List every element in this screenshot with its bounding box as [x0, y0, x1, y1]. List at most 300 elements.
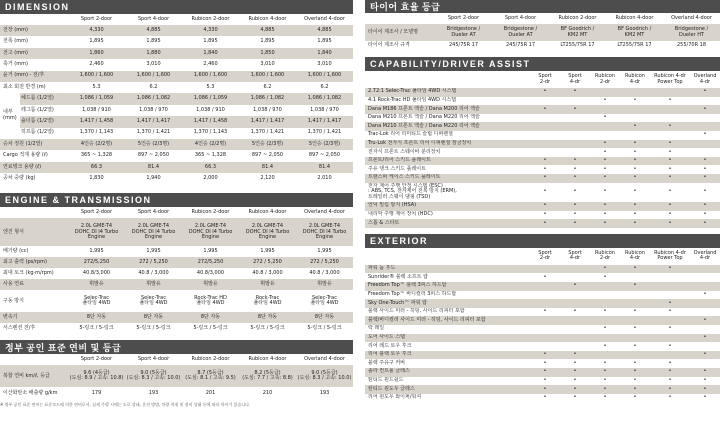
column-header: Rubicon 2-door	[191, 209, 230, 216]
table-cell: 5-링크 / 5-링크	[125, 323, 182, 334]
table-cell: 2.0L GME-T4 DOHC DI I4 Turbo Engine	[68, 218, 125, 246]
empty-cell	[650, 291, 690, 300]
table-cell: 1,895	[296, 36, 353, 47]
table-cell: 9.0 (5등급) (도심: 8.3 / 고속: 10.0)	[296, 365, 353, 387]
row-label: 윤거 (mm) - 전/후	[0, 71, 68, 82]
bullet-mark: •	[560, 308, 590, 317]
bullet-mark: •	[530, 88, 560, 97]
bullet-mark: •	[690, 334, 720, 343]
table-row	[365, 165, 720, 174]
table-cell: 휘발유	[182, 279, 239, 290]
bullet-mark: •	[650, 211, 690, 220]
row-label: 파워 돔 후드	[365, 265, 530, 274]
bullet-mark: •	[590, 148, 620, 157]
empty-cell	[560, 299, 590, 308]
bullet-mark: •	[590, 359, 620, 368]
empty-cell	[590, 131, 620, 140]
column-header: Rubicon 4-door	[248, 356, 287, 363]
empty-cell	[590, 122, 620, 131]
bullet-mark: •	[530, 385, 560, 394]
table-cell: 1,086 / 1,082	[296, 93, 353, 104]
empty-cell	[530, 114, 560, 123]
empty-cell	[650, 105, 690, 114]
empty-cell	[560, 316, 590, 325]
bullet-mark: •	[560, 351, 590, 360]
column-header: Sport 2-door	[80, 356, 113, 363]
empty-cell	[530, 97, 560, 106]
table-row	[365, 174, 720, 183]
dimension-header	[0, 0, 353, 14]
bullet-mark: •	[690, 377, 720, 386]
bullet-mark: •	[650, 377, 690, 386]
row-label: 최고 출력 (ps/rpm)	[0, 257, 68, 268]
table-row	[365, 377, 720, 386]
row-label: 복합 연비 km/ℓ, 등급	[0, 365, 68, 387]
capability-header	[365, 57, 720, 71]
table-cell: 1,840	[182, 48, 239, 59]
table-row	[365, 368, 720, 377]
table-cell: 1,995	[182, 246, 239, 257]
empty-cell	[560, 325, 590, 334]
table-cell: 1,940	[125, 173, 182, 184]
row-label: 전폭 (mm)	[0, 36, 68, 47]
row-label: 전장 (mm)	[0, 25, 68, 36]
table-row	[0, 268, 353, 279]
table-cell: 3,010	[125, 59, 182, 70]
empty-cell	[650, 334, 690, 343]
table-row	[0, 139, 353, 150]
column-header: Sport 4-door	[137, 209, 170, 216]
empty-cell	[590, 105, 620, 114]
bullet-mark: •	[590, 165, 620, 174]
table-cell: 8.7 (5등급) (도심: 8.1 / 고속: 9.5)	[182, 365, 239, 387]
table-cell: 8단 자동	[182, 312, 239, 323]
table-cell: 1,370 / 1,143	[68, 128, 125, 139]
bullet-mark: •	[530, 183, 560, 203]
table-row	[0, 59, 353, 70]
bullet-mark: •	[620, 140, 650, 149]
table-cell: 1,600 / 1,600	[125, 71, 182, 82]
row-label: 리어 블랙 토우 후크	[365, 351, 530, 360]
table-cell: 4인승 (2/2명)	[68, 139, 125, 150]
row-label: 틴티드 윈드쉴드	[365, 377, 530, 386]
bullet-mark: •	[650, 219, 690, 228]
table-cell: 5.3	[182, 82, 239, 93]
table-cell: 245/75R 17	[492, 41, 549, 51]
bullet-mark: •	[530, 211, 560, 220]
bullet-mark: •	[590, 114, 620, 123]
empty-cell	[530, 140, 560, 149]
table-cell: 81.4	[239, 162, 296, 173]
table-cell: 4,885	[125, 25, 182, 36]
empty-cell	[690, 308, 720, 317]
row-label: Dana M210 프론트 액슬 / Dana M220 리어 액슬	[365, 114, 530, 123]
bullet-mark: •	[560, 183, 590, 203]
table-cell: Selec-Trac 풀타임 4WD	[68, 290, 125, 312]
empty-cell	[690, 325, 720, 334]
column-header: Sport 4-door	[137, 15, 170, 22]
table-row	[365, 183, 720, 203]
table-row	[365, 140, 720, 149]
bullet-mark: •	[620, 282, 650, 291]
row-label: 축거 (mm)	[0, 59, 68, 70]
bullet-mark: •	[620, 359, 650, 368]
bullet-mark: •	[560, 385, 590, 394]
bullet-mark: •	[590, 308, 620, 317]
column-header: Sport 2-dr	[538, 72, 552, 85]
table-cell: Selec-Trac 풀타임 4WD	[296, 290, 353, 312]
table-cell: 8단 자동	[239, 312, 296, 323]
row-sublabel: 레그룸 (1/2열)	[20, 105, 68, 116]
table-row	[365, 351, 720, 360]
bullet-mark: •	[620, 211, 650, 220]
table-cell: 1,600 / 1,600	[68, 71, 125, 82]
table-cell: 1,600 / 1,600	[296, 71, 353, 82]
table-cell: 81.4	[125, 162, 182, 173]
table-cell: 8단 자동	[296, 312, 353, 323]
table-cell: 1,038 / 970	[239, 105, 296, 116]
table-cell: 2.0L GME-T4 DOHC DI I4 Turbo Engine	[182, 218, 239, 246]
empty-cell	[530, 342, 560, 351]
table-cell: 272 / 5,250	[296, 257, 353, 268]
table-row	[365, 325, 720, 334]
exterior-table	[365, 248, 720, 403]
table-cell: 1,995	[239, 246, 296, 257]
dimension-title: DIMENSION	[5, 2, 70, 12]
bullet-mark: •	[530, 308, 560, 317]
empty-cell	[530, 299, 560, 308]
bullet-mark: •	[650, 308, 690, 317]
bullet-mark: •	[560, 165, 590, 174]
table-row	[0, 82, 353, 93]
table-row	[365, 394, 720, 403]
row-label: 변속기	[0, 312, 68, 323]
row-label: 리어 레드 토우 후크	[365, 342, 530, 351]
table-row	[0, 387, 353, 399]
bullet-mark: •	[690, 394, 720, 403]
empty-cell	[690, 299, 720, 308]
table-cell: 897 ~ 2,050	[296, 150, 353, 161]
row-label: 최대 토크 (kg·m/rpm)	[0, 268, 68, 279]
table-cell: 5.3	[68, 82, 125, 93]
bullet-mark: •	[560, 105, 590, 114]
empty-cell	[590, 88, 620, 97]
table-cell: 4,330	[182, 25, 239, 36]
table-row	[365, 24, 720, 41]
bullet-mark: •	[560, 202, 590, 211]
table-row	[365, 148, 720, 157]
table-cell: 1,880	[125, 48, 182, 59]
row-label: 전자 제어 주행 안정 시스템 (ESC) : ABS, TCS, 전자제어 전복 방지 (ERM), 트레일러 스웨이 댐핑 (TSD)	[365, 183, 530, 203]
table-cell: 1,600 / 1,600	[182, 71, 239, 82]
bullet-mark: •	[530, 219, 560, 228]
row-label: 트랜스퍼 케이스 스키드 플레이트	[365, 174, 530, 183]
row-label: Dana M186 프론트 액슬 / Dana M200 리어 액슬	[365, 105, 530, 114]
bullet-mark: •	[620, 394, 650, 403]
table-cell: 2.0L GME-T4 DOHC DI I4 Turbo Engine	[239, 218, 296, 246]
fuel-note: ※ 정부 공인 표준 연비는 표준모드에 의한 연비로서, 실제 주행 시에는 도로 상태, 운전 방법, 차량 적재 및 정비 상태 등에 따라 차이가 있습니다.	[0, 402, 251, 408]
table-cell: 272 / 5,250	[239, 257, 296, 268]
column-header: Rubicon 4-dr	[625, 72, 645, 85]
table-row	[365, 88, 720, 97]
bullet-mark: •	[530, 105, 560, 114]
column-header: Sport 2-dr	[538, 249, 552, 262]
bullet-mark: •	[560, 377, 590, 386]
table-cell: 40.8/3,000	[182, 268, 239, 279]
table-cell: Rock-Trac HD 풀타임 4WD	[182, 290, 239, 312]
table-row	[365, 308, 720, 317]
row-label: Sunrider® 블랙 소프트 탑	[365, 273, 530, 282]
table-row	[0, 246, 353, 257]
table-cell: 1,086 / 1,059	[182, 93, 239, 104]
bullet-mark: •	[590, 174, 620, 183]
bullet-mark: •	[530, 202, 560, 211]
table-cell: BF Goodrich / KM2 MT	[549, 24, 606, 41]
row-label: 서스펜션 전/후	[0, 323, 68, 334]
bullet-mark: •	[620, 165, 650, 174]
table-cell: 1,086 / 1,082	[125, 93, 182, 104]
tire-title: 타이어 효율 등급	[370, 2, 441, 12]
empty-cell	[590, 282, 620, 291]
bullet-mark: •	[560, 174, 590, 183]
bullet-mark: •	[590, 157, 620, 166]
table-cell: 5-링크 / 5-링크	[68, 323, 125, 334]
empty-cell	[560, 273, 590, 282]
column-header: Rubicon 2-dr	[595, 249, 615, 262]
bullet-mark: •	[560, 219, 590, 228]
table-cell: 1,895	[182, 36, 239, 47]
bullet-mark: •	[620, 368, 650, 377]
row-label: 전고 (mm)	[0, 48, 68, 59]
empty-cell	[530, 291, 560, 300]
empty-cell	[620, 105, 650, 114]
table-cell: Bridgestone / Dueler HT	[663, 24, 720, 41]
empty-cell	[620, 131, 650, 140]
bullet-mark: •	[590, 385, 620, 394]
table-cell: LT255/75R 17	[606, 41, 663, 51]
empty-cell	[530, 122, 560, 131]
table-row	[365, 122, 720, 131]
bullet-mark: •	[690, 157, 720, 166]
bullet-mark: •	[650, 97, 690, 106]
column-header: Overland 4-dr	[693, 72, 717, 85]
empty-cell	[560, 122, 590, 131]
row-label: 락 레일	[365, 325, 530, 334]
engine-header	[0, 193, 353, 207]
bullet-mark: •	[690, 385, 720, 394]
table-cell: 8단 자동	[125, 312, 182, 323]
row-label: 언덕 밀림 방지 (HSA)	[365, 202, 530, 211]
table-cell: 2,000	[182, 173, 239, 184]
table-cell: 3,010	[239, 59, 296, 70]
table-row	[0, 218, 353, 246]
bullet-mark: •	[620, 148, 650, 157]
row-label: 내리막 주행 제어 장치 (HDC)	[365, 211, 530, 220]
table-row	[0, 25, 353, 36]
column-header: Overland 4-door	[304, 356, 345, 363]
column-header: Sport 2-door	[80, 209, 113, 216]
empty-cell	[650, 282, 690, 291]
table-row	[365, 342, 720, 351]
bullet-mark: •	[690, 211, 720, 220]
table-row	[0, 162, 353, 173]
table-cell: 휘발유	[239, 279, 296, 290]
table-cell: 1,417 / 1,417	[239, 116, 296, 127]
row-label: 엔진 형식	[0, 218, 68, 246]
bullet-mark: •	[690, 351, 720, 360]
table-row	[0, 323, 353, 334]
bullet-mark: •	[590, 377, 620, 386]
row-label: 연료탱크 용량 (ℓ)	[0, 162, 68, 173]
bullet-mark: •	[560, 394, 590, 403]
table-cell: 1,038 / 910	[182, 105, 239, 116]
bullet-mark: •	[650, 368, 690, 377]
table-row	[0, 150, 353, 161]
column-header: Rubicon 2-door	[558, 14, 597, 21]
table-row	[365, 211, 720, 220]
bullet-mark: •	[650, 265, 690, 274]
dimension-table	[0, 14, 353, 184]
bullet-mark: •	[690, 183, 720, 203]
header-blank-cell	[365, 71, 530, 88]
table-cell: 1,860	[68, 48, 125, 59]
empty-cell	[590, 351, 620, 360]
bullet-mark: •	[620, 97, 650, 106]
table-cell: 2.0L GME-T4 DOHC DI I4 Turbo Engine	[125, 218, 182, 246]
table-cell: 365 ~ 1,328	[182, 150, 239, 161]
table-cell: 2,460	[182, 59, 239, 70]
bullet-mark: •	[620, 385, 650, 394]
empty-cell	[650, 88, 690, 97]
empty-cell	[560, 97, 590, 106]
bullet-mark: •	[560, 88, 590, 97]
table-cell: 5인승 (2/3명)	[296, 139, 353, 150]
row-label: 구동 방식	[0, 290, 68, 312]
table-cell: 6.2	[239, 82, 296, 93]
row-label: 프론트/리어 스키드 플레이트	[365, 157, 530, 166]
header-blank-cell	[0, 14, 68, 25]
bullet-mark: •	[650, 394, 690, 403]
table-cell: Bridgestone / Dueler AT	[435, 24, 492, 41]
bullet-mark: •	[620, 308, 650, 317]
bullet-mark: •	[650, 299, 690, 308]
empty-cell	[620, 291, 650, 300]
column-header: Sport 2-door	[447, 14, 480, 21]
column-header: Sport 4-dr	[568, 249, 582, 262]
row-label: 타이어 제조사 / 모델명	[365, 24, 435, 41]
table-row	[0, 257, 353, 268]
fuel-header	[0, 340, 353, 354]
empty-cell	[530, 316, 560, 325]
table-cell: 245/75R 17	[435, 41, 492, 51]
column-header: Rubicon 2-door	[191, 356, 230, 363]
table-cell: 5인승 (2/3명)	[239, 139, 296, 150]
column-header: Overland 4-door	[304, 209, 345, 216]
row-label: 솔라 컨트롤 글래스	[365, 368, 530, 377]
table-cell: 1,370 / 1,421	[239, 128, 296, 139]
table-cell: 8.2 (5등급) (도심: 7.7 / 고속: 8.8)	[239, 365, 296, 387]
table-cell: Selec-Trac 풀타임 4WD	[125, 290, 182, 312]
table-cell: 휘발유	[125, 279, 182, 290]
empty-cell	[650, 273, 690, 282]
header-blank-cell	[0, 354, 68, 365]
table-row	[0, 105, 353, 116]
table-cell: 2,010	[296, 173, 353, 184]
bullet-mark: •	[620, 265, 650, 274]
table-cell: 4,330	[68, 25, 125, 36]
bullet-mark: •	[650, 148, 690, 157]
table-cell: 40.8 / 3,000	[296, 268, 353, 279]
column-header: Sport 2-door	[80, 15, 113, 22]
row-label: Dana M210 프론트 액슬 / Dana M220 리어 액슬	[365, 122, 530, 131]
bullet-mark: •	[530, 157, 560, 166]
bullet-mark: •	[590, 202, 620, 211]
bullet-mark: •	[530, 359, 560, 368]
table-cell: 897 ~ 2,050	[239, 150, 296, 161]
row-label: 승차 정원 (1/2열)	[0, 139, 68, 150]
empty-cell	[690, 342, 720, 351]
table-cell: LT255/75R 17	[549, 41, 606, 51]
column-header: Rubicon 2-dr	[595, 72, 615, 85]
row-label: 2.72:1 Selec-Trac 풀타임 4WD 시스템	[365, 88, 530, 97]
row-sublabel: 히프룸 (1/2열)	[20, 128, 68, 139]
bullet-mark: •	[620, 325, 650, 334]
row-label: Sky One-Touch™ 파워 탑	[365, 299, 530, 308]
table-row	[0, 128, 353, 139]
row-label: 블랙 사이드 미러 - 히팅, 사이드 리피터 포함	[365, 308, 530, 317]
table-cell: 1,417 / 1,458	[182, 116, 239, 127]
row-label: Freedom Top™ 블랙 3피스 하드탑	[365, 282, 530, 291]
column-header: Sport 4-door	[137, 356, 170, 363]
table-row	[365, 97, 720, 106]
empty-cell	[560, 265, 590, 274]
column-header: Rubicon 4-dr Power Top	[654, 249, 686, 262]
empty-cell	[650, 351, 690, 360]
row-label: Cargo 적재 용량 (ℓ)	[0, 150, 68, 161]
bullet-mark: •	[620, 377, 650, 386]
bullet-mark: •	[690, 131, 720, 140]
table-cell: 9.0 (5등급) (도심: 8.3 / 고속: 10.0)	[125, 365, 182, 387]
bullet-mark: •	[690, 316, 720, 325]
table-cell: 193	[296, 387, 353, 399]
table-cell: 1,370 / 1,421	[296, 128, 353, 139]
table-cell: 5인승 (2/3명)	[125, 139, 182, 150]
table-cell: 1,895	[125, 36, 182, 47]
table-cell: 1,038 / 970	[296, 105, 353, 116]
table-cell: 1,086 / 1,082	[239, 93, 296, 104]
bullet-mark: •	[590, 140, 620, 149]
table-cell: 179	[68, 387, 125, 399]
table-cell: 1,850	[239, 48, 296, 59]
table-cell: 5-링크 / 5-링크	[239, 323, 296, 334]
bullet-mark: •	[650, 202, 690, 211]
bullet-mark: •	[620, 157, 650, 166]
empty-cell	[620, 316, 650, 325]
table-row	[365, 385, 720, 394]
bullet-mark: •	[530, 351, 560, 360]
empty-cell	[530, 148, 560, 157]
row-label: 도어 사이드 스텝	[365, 334, 530, 343]
bullet-mark: •	[560, 282, 590, 291]
row-label: 스톱 & 스타트	[365, 219, 530, 228]
table-cell: 201	[182, 387, 239, 399]
table-cell: 1,830	[68, 173, 125, 184]
bullet-mark: •	[690, 219, 720, 228]
row-label: 4:1 Rock-Trac HD 풀타임 4WD 시스템	[365, 97, 530, 106]
table-cell: 1,895	[239, 36, 296, 47]
table-cell: 81.4	[296, 162, 353, 173]
row-label: 블랙/바디컬러 사이드 미러 - 히팅, 사이드 리피터 포함	[365, 316, 530, 325]
